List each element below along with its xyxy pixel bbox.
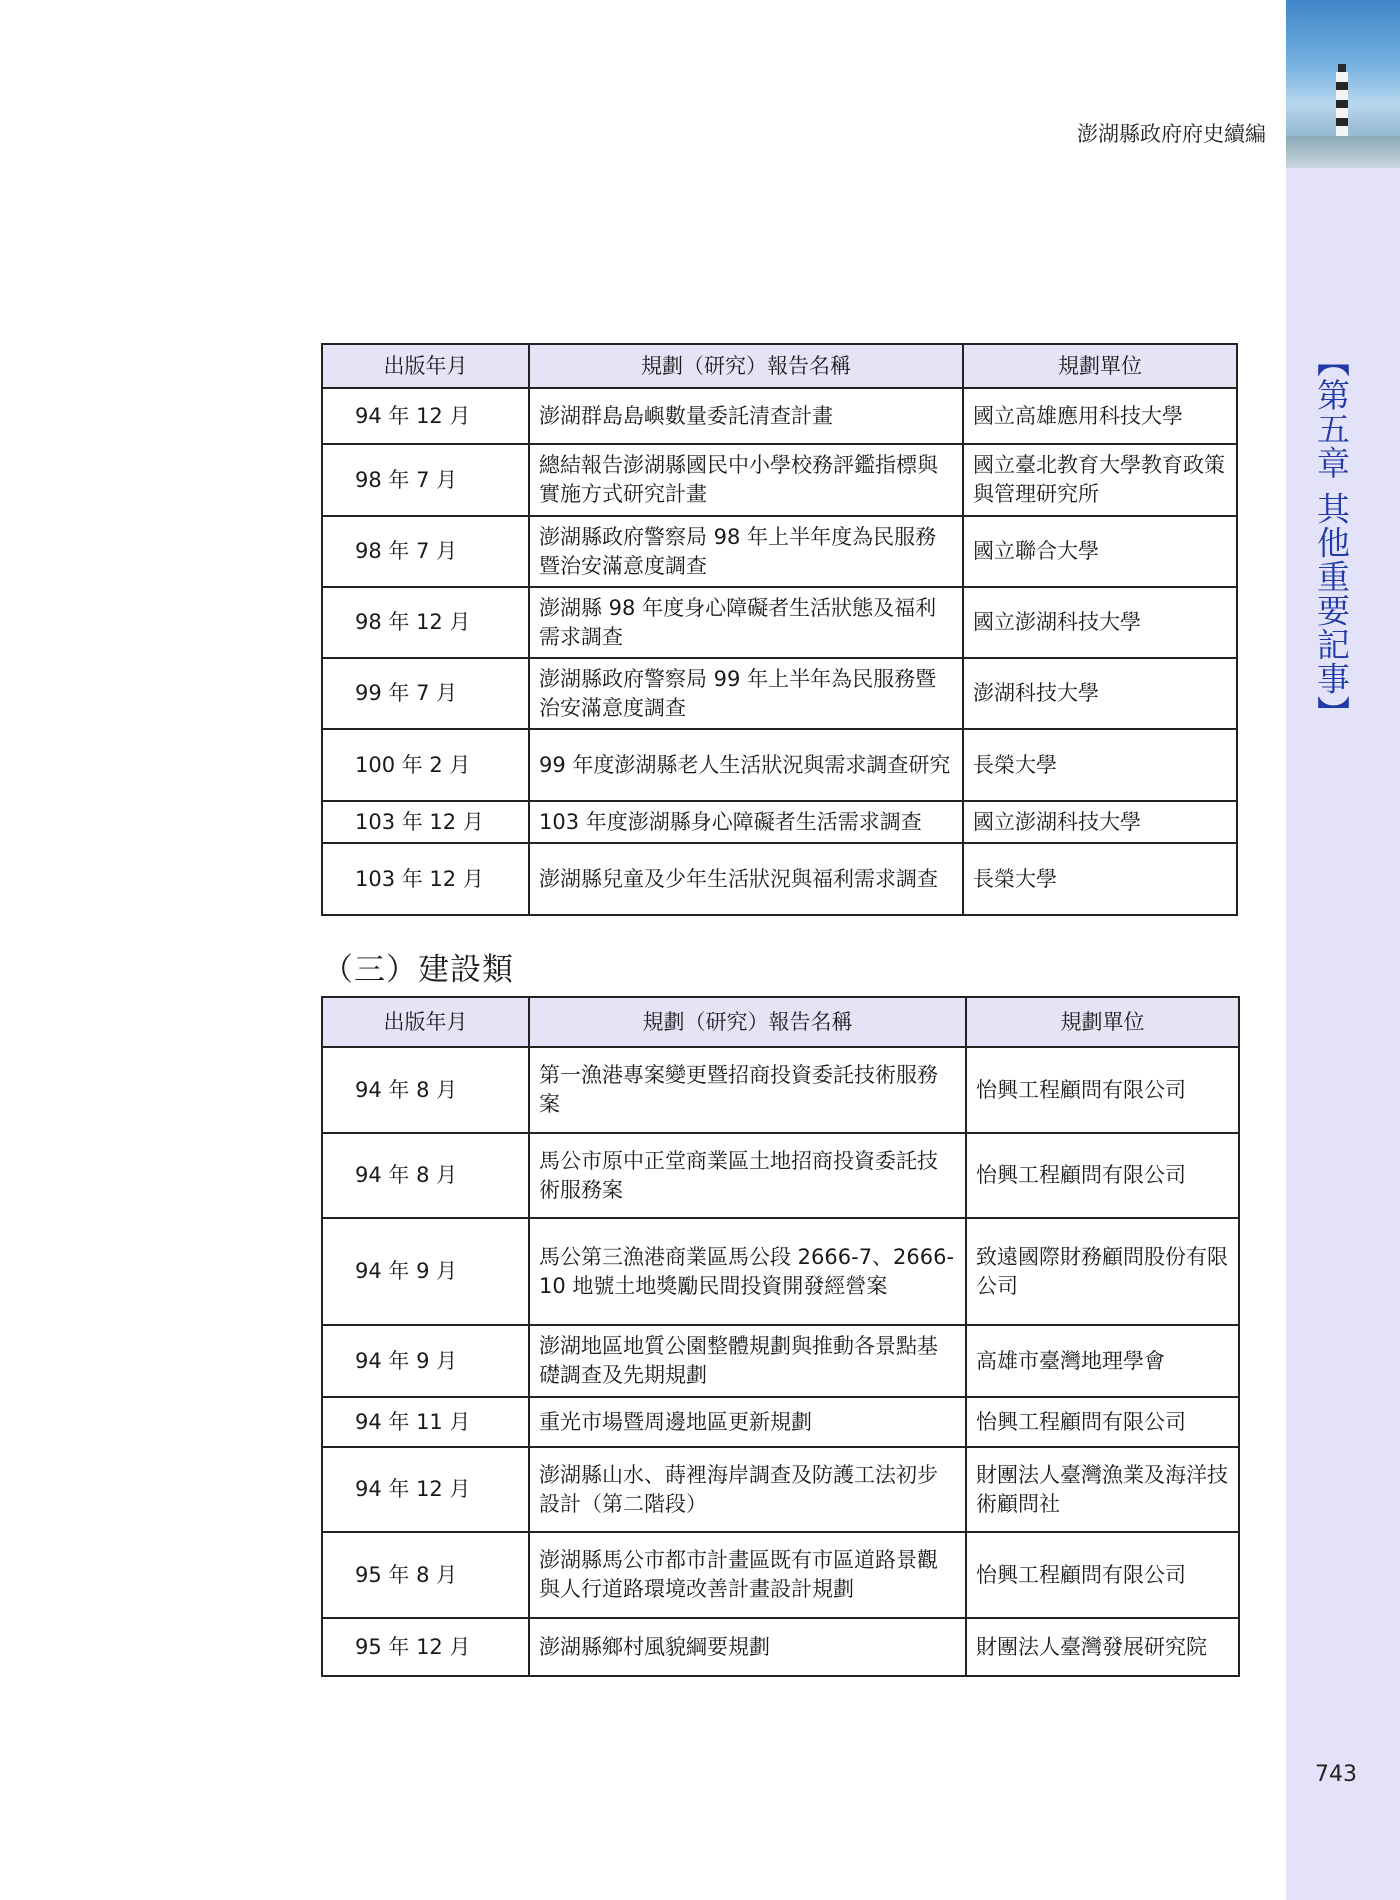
cell-date: 94 年 12 月 <box>322 1447 529 1532</box>
table-row <box>322 1397 1239 1447</box>
cell-date: 98 年 7 月 <box>322 444 529 516</box>
cell-date: 98 年 12 月 <box>322 587 529 658</box>
table-row <box>322 729 1237 801</box>
cell-date: 103 年 12 月 <box>322 843 529 915</box>
cell-unit: 怡興工程顧問有限公司 <box>966 1047 1239 1133</box>
cell-report-title: 澎湖縣 98 年度身心障礙者生活狀態及福利需求調查 <box>529 587 963 658</box>
cell-unit: 財團法人臺灣漁業及海洋技術顧問社 <box>966 1447 1239 1532</box>
column-header-unit: 規劃單位 <box>966 997 1239 1047</box>
cell-report-title: 澎湖縣鄉村風貌綱要規劃 <box>529 1618 966 1676</box>
table-row <box>322 388 1237 444</box>
cell-date: 98 年 7 月 <box>322 516 529 587</box>
column-header-unit: 規劃單位 <box>963 344 1237 388</box>
chapter-tab-label: 【第五章 其他重要記事】 <box>1312 344 1351 730</box>
cell-report-title: 總結報告澎湖縣國民中小學校務評鑑指標與實施方式研究計畫 <box>529 444 963 516</box>
table-row <box>322 1133 1239 1218</box>
cell-report-title: 澎湖縣山水、蒔裡海岸調查及防護工法初步設計（第二階段） <box>529 1447 966 1532</box>
cell-unit: 長榮大學 <box>963 729 1237 801</box>
cell-date: 95 年 8 月 <box>322 1532 529 1618</box>
cell-unit: 高雄市臺灣地理學會 <box>966 1325 1239 1397</box>
page-number: 743 <box>1315 1762 1357 1787</box>
cell-date: 94 年 12 月 <box>322 388 529 444</box>
cell-report-title: 澎湖群島島嶼數量委託清查計畫 <box>529 388 963 444</box>
cell-unit: 致遠國際財務顧問股份有限公司 <box>966 1218 1239 1325</box>
table-row <box>322 843 1237 915</box>
cell-date: 100 年 2 月 <box>322 729 529 801</box>
table-row <box>322 1532 1239 1618</box>
table-row <box>322 801 1237 843</box>
cell-unit: 國立聯合大學 <box>963 516 1237 587</box>
cell-unit: 長榮大學 <box>963 843 1237 915</box>
cell-unit: 財團法人臺灣發展研究院 <box>966 1618 1239 1676</box>
cell-unit: 澎湖科技大學 <box>963 658 1237 729</box>
table-row <box>322 1218 1239 1325</box>
table-header-row <box>322 344 1237 388</box>
cell-report-title: 重光市場暨周邊地區更新規劃 <box>529 1397 966 1447</box>
cell-date: 99 年 7 月 <box>322 658 529 729</box>
report-table-research <box>321 343 1238 916</box>
table-row <box>322 444 1237 516</box>
side-band <box>1286 0 1400 1900</box>
column-header-report-title: 規劃（研究）報告名稱 <box>529 344 963 388</box>
column-header-date: 出版年月 <box>322 344 529 388</box>
table-row <box>322 516 1237 587</box>
cell-report-title: 澎湖縣兒童及少年生活狀況與福利需求調查 <box>529 843 963 915</box>
cell-date: 95 年 12 月 <box>322 1618 529 1676</box>
cell-report-title: 第一漁港專案變更暨招商投資委託技術服務案 <box>529 1047 966 1133</box>
cell-date: 94 年 8 月 <box>322 1047 529 1133</box>
cell-report-title: 澎湖縣政府警察局 99 年上半年為民服務暨治安滿意度調查 <box>529 658 963 729</box>
cell-unit: 怡興工程顧問有限公司 <box>966 1133 1239 1218</box>
table-header-row <box>322 997 1239 1047</box>
running-header-title: 澎湖縣政府府史續編 <box>1077 122 1266 146</box>
cell-report-title: 99 年度澎湖縣老人生活狀況與需求調查研究 <box>529 729 963 801</box>
cell-unit: 國立高雄應用科技大學 <box>963 388 1237 444</box>
table-row <box>322 1447 1239 1532</box>
cell-report-title: 澎湖地區地質公園整體規劃與推動各景點基礎調查及先期規劃 <box>529 1325 966 1397</box>
cell-date: 94 年 8 月 <box>322 1133 529 1218</box>
table-row <box>322 1047 1239 1133</box>
cell-report-title: 馬公第三漁港商業區馬公段 2666-7、2666-10 地號土地獎勵民間投資開發經營案 <box>529 1218 966 1325</box>
table-row <box>322 1618 1239 1676</box>
column-header-report-title: 規劃（研究）報告名稱 <box>529 997 966 1047</box>
cell-unit: 怡興工程顧問有限公司 <box>966 1532 1239 1618</box>
column-header-date: 出版年月 <box>322 997 529 1047</box>
cell-unit: 國立臺北教育大學教育政策與管理研究所 <box>963 444 1237 516</box>
cell-report-title: 103 年度澎湖縣身心障礙者生活需求調查 <box>529 801 963 843</box>
cell-date: 94 年 11 月 <box>322 1397 529 1447</box>
cell-report-title: 澎湖縣馬公市都市計畫區既有市區道路景觀與人行道路環境改善計畫設計規劃 <box>529 1532 966 1618</box>
cell-unit: 國立澎湖科技大學 <box>963 587 1237 658</box>
report-table-construction <box>321 996 1240 1677</box>
lighthouse-icon <box>1336 64 1348 142</box>
lighthouse-photo <box>1286 0 1400 168</box>
cell-date: 94 年 9 月 <box>322 1325 529 1397</box>
cell-report-title: 馬公市原中正堂商業區土地招商投資委託技術服務案 <box>529 1133 966 1218</box>
cell-report-title: 澎湖縣政府警察局 98 年上半年度為民服務暨治安滿意度調查 <box>529 516 963 587</box>
table-row <box>322 658 1237 729</box>
cell-unit: 國立澎湖科技大學 <box>963 801 1237 843</box>
section-heading-construction: （三）建設類 <box>322 952 514 988</box>
cell-unit: 怡興工程顧問有限公司 <box>966 1397 1239 1447</box>
cell-date: 94 年 9 月 <box>322 1218 529 1325</box>
cell-date: 103 年 12 月 <box>322 801 529 843</box>
table-row <box>322 1325 1239 1397</box>
table-row <box>322 587 1237 658</box>
